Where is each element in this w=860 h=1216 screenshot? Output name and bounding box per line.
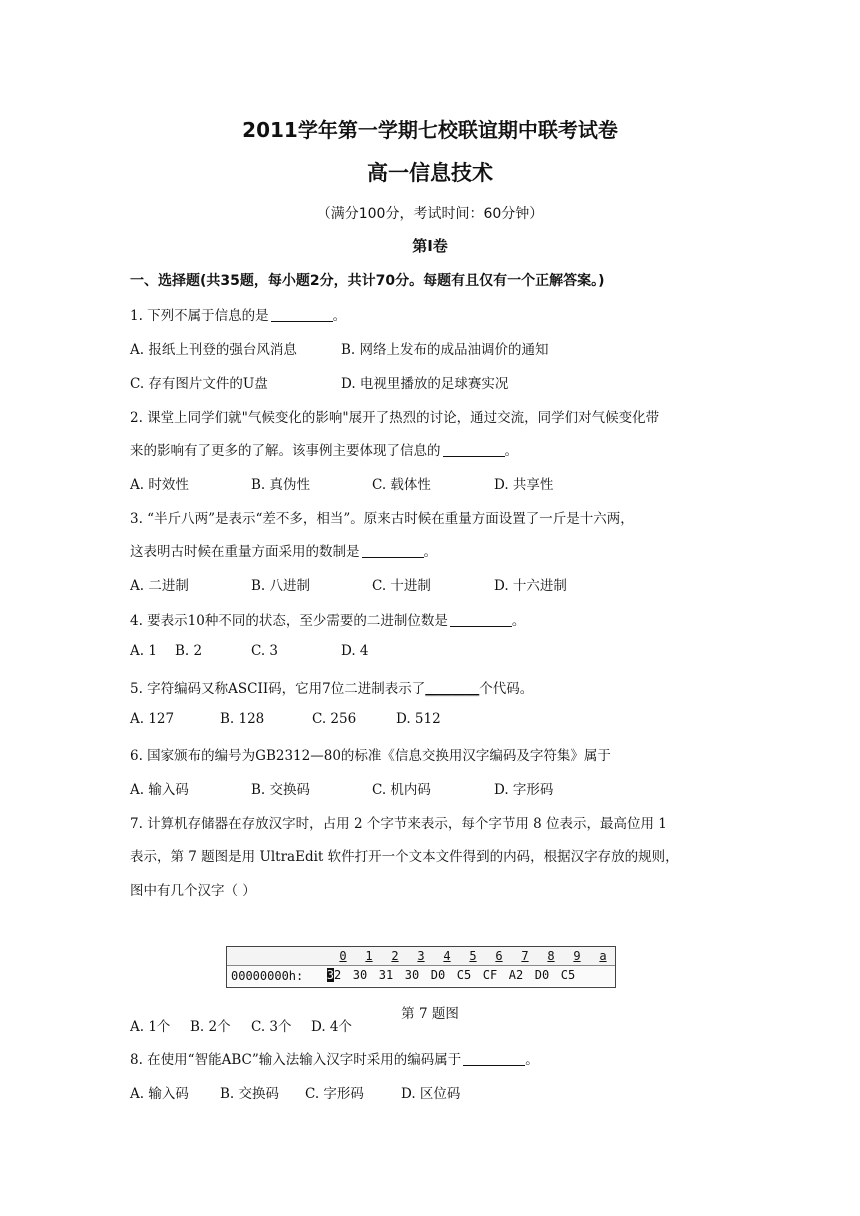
hex-column-label: 1: [365, 949, 373, 963]
q7-option-a: A. 1个: [130, 1019, 171, 1035]
question-2-line-2: [130, 439, 518, 459]
answer-blank: ________: [425, 681, 480, 697]
answer-blank: [463, 1051, 525, 1066]
hex-byte: D0: [430, 968, 446, 982]
question-end: 。: [525, 1052, 539, 1068]
hex-column-label: 5: [469, 949, 477, 963]
question-1: [130, 304, 346, 324]
question-end: 。: [332, 308, 347, 324]
question-3-line-2: [130, 540, 437, 560]
q5-option-c: C. 256: [312, 711, 357, 727]
q2-option-c: C. 载体性: [372, 477, 431, 493]
question-end: 。: [423, 544, 437, 560]
q5-option-a: A. 127: [130, 711, 175, 727]
hex-address: 00000000h:: [231, 969, 304, 983]
hex-byte: 30: [404, 968, 420, 982]
question-7-line-2: 表示，第 7 题图是用 UltraEdit 软件打开一个文本文件得到的内码，根据汉字存放的规则，: [130, 849, 679, 865]
q3-option-d: D. 十六进制: [494, 578, 567, 594]
hex-editor-figure: [226, 946, 616, 988]
hex-column-label: 4: [443, 949, 451, 963]
q6-option-d: D. 字形码: [494, 782, 554, 798]
question-3-stem: 这表明古时候在重量方面采用的数制是: [130, 544, 360, 560]
hex-byte: C5: [456, 968, 472, 982]
answer-blank: [443, 442, 505, 457]
exam-info: （满分100分，考试时间：60分钟）: [316, 206, 544, 222]
hex-byte: CF: [482, 968, 498, 982]
question-5-tail: 个代码。: [479, 681, 534, 697]
q8-option-c: C. 字形码: [305, 1086, 364, 1102]
q8-option-a: A. 输入码: [130, 1086, 189, 1102]
question-5-stem: 5. 字符编码又称ASCII码，它用7位二进制表示了: [130, 681, 426, 697]
hex-column-label: 8: [547, 949, 555, 963]
q3-option-b: B. 八进制: [251, 578, 311, 594]
question-7-line-3: 图中有几个汉字（ ）: [130, 883, 256, 899]
q1-option-a: A. 报纸上刊登的强台风消息: [130, 342, 297, 358]
hex-byte: 32: [326, 968, 342, 982]
answer-blank: [450, 612, 512, 627]
q1-option-d: D. 电视里播放的足球赛实况: [341, 376, 509, 392]
figure-caption: 第 7 题图: [401, 1006, 459, 1022]
question-8: [130, 1048, 539, 1068]
q1-option-b: B. 网络上发布的成品油调价的通知: [341, 342, 549, 358]
q3-option-a: A. 二进制: [130, 578, 189, 594]
hex-byte: A2: [508, 968, 524, 982]
q6-option-b: B. 交换码: [251, 782, 311, 798]
question-2-line-1: 2. 课堂上同学们就"气候变化的影响"展开了热烈的讨论，通过交流，同学们对气候变化带: [130, 410, 660, 426]
hex-data-row: [227, 966, 615, 986]
q6-option-a: A. 输入码: [130, 782, 189, 798]
answer-blank: [271, 307, 333, 322]
question-5: [130, 677, 533, 697]
q5-option-d: D. 512: [396, 711, 441, 727]
question-1-stem: 1. 下列不属于信息的是: [130, 308, 269, 324]
hex-byte: D0: [534, 968, 550, 982]
question-end: 。: [511, 613, 526, 629]
hex-byte: 30: [352, 968, 368, 982]
q7-option-b: B. 2个: [190, 1019, 231, 1035]
exam-subject: 高一信息技术: [367, 161, 493, 185]
q3-option-c: C. 十进制: [372, 578, 431, 594]
hex-column-label: 6: [495, 949, 503, 963]
q2-option-d: D. 共享性: [494, 477, 554, 493]
hex-column-label: 0: [339, 949, 347, 963]
hex-byte: 31: [378, 968, 394, 982]
question-3-line-1: 3. “半斤八两”是表示“差不多，相当”。原来古时候在重量方面设置了一斤是十六两，: [130, 511, 634, 527]
q4-option-a: A. 1: [130, 643, 157, 659]
q4-option-c: C. 3: [251, 643, 279, 659]
q2-option-a: A. 时效性: [130, 477, 189, 493]
hex-byte: C5: [560, 968, 576, 982]
hex-column-label: a: [599, 949, 607, 963]
q7-option-c: C. 3个: [251, 1019, 292, 1035]
q8-option-d: D. 区位码: [401, 1086, 461, 1102]
question-end: 。: [504, 443, 518, 459]
q2-option-b: B. 真伪性: [251, 477, 311, 493]
q1-option-c: C. 存有图片文件的U盘: [130, 376, 268, 392]
question-4-stem: 4. 要表示10种不同的状态，至少需要的二进制位数是: [130, 613, 448, 629]
question-4: [130, 609, 525, 629]
q4-option-d: D. 4: [341, 643, 369, 659]
question-2-stem: 来的影响有了更多的了解。该事例主要体现了信息的: [130, 443, 441, 459]
q8-option-b: B. 交换码: [220, 1086, 280, 1102]
hex-column-label: 3: [417, 949, 425, 963]
q5-option-b: B. 128: [220, 711, 265, 727]
answer-blank: [362, 543, 424, 558]
q7-option-d: D. 4个: [311, 1019, 353, 1035]
exam-title: 2011学年第一学期七校联谊期中联考试卷: [242, 118, 618, 142]
hex-column-header: [227, 947, 615, 966]
hex-cursor: 3: [326, 968, 334, 982]
section-heading: 一、选择题(共35题，每小题2分，共计70分。每题有且仅有一个正解答案。): [130, 273, 605, 289]
question-8-stem: 8. 在使用“智能ABC”输入法输入汉字时采用的编码属于: [130, 1052, 462, 1068]
question-7-line-1: 7. 计算机存储器在存放汉字时，占用 2 个字节来表示，每个字节用 8 位表示，最高位用 1: [130, 816, 667, 832]
hex-column-label: 7: [521, 949, 529, 963]
volume-label: 第Ⅰ卷: [412, 237, 448, 255]
hex-column-label: 9: [573, 949, 581, 963]
q6-option-c: C. 机内码: [372, 782, 431, 798]
question-6: 6. 国家颁布的编号为GB2312—80的标准《信息交换用汉字编码及字符集》属于: [130, 748, 611, 764]
q4-option-b: B. 2: [175, 643, 203, 659]
hex-column-label: 2: [391, 949, 399, 963]
